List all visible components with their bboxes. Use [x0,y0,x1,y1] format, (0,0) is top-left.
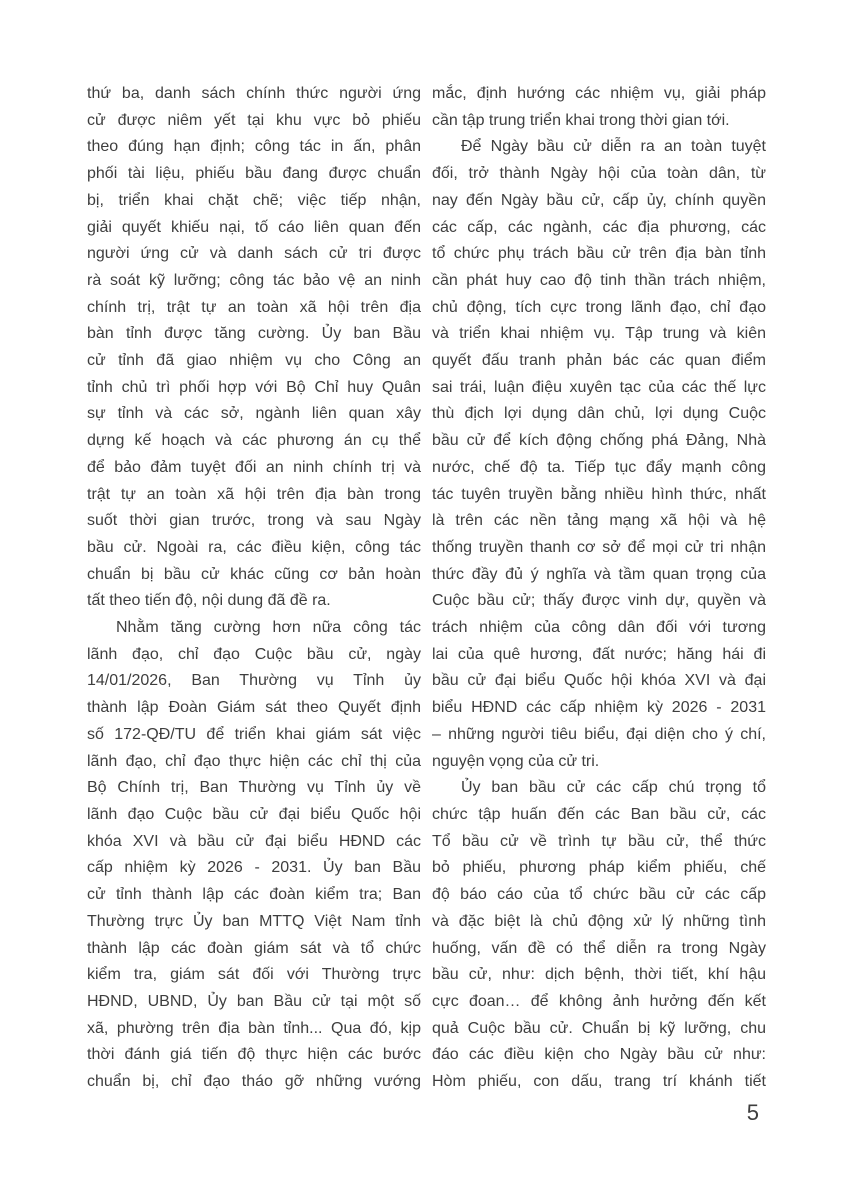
text-line: theo đúng hạn định; công tác in ấn, phân [87,138,421,156]
text-line: nay đến Ngày bầu cử, cấp ủy, chính quyền [432,191,766,209]
text-column-left [87,81,421,1096]
text-line: Hòm phiếu, con dấu, trang trí khánh tiết [432,1073,766,1091]
text-line: quả Cuộc bầu cử. Chuẩn bị kỹ lưỡng, chu [432,1019,766,1037]
text-line: cử được niêm yết tại khu vực bỏ phiếu [87,111,421,129]
text-line: số 172-QĐ/TU để triển khai giám sát việc [87,725,421,743]
text-line: mắc, định hướng các nhiệm vụ, giải pháp [432,85,766,102]
text-line: sai trái, luận điệu xuyên tạc của các thế lực [432,378,766,396]
text-line: đáo các điều kiện cho Ngày bầu cử như: [432,1046,766,1064]
text-column-right [432,81,766,1096]
text-line: kiểm tra, giám sát đối với Thường trực [87,966,421,984]
text-line: giải quyết khiếu nại, tố cáo liên quan đến [87,218,421,236]
text-line: 14/01/2026, Ban Thường vụ Tỉnh ủy [87,672,421,690]
text-line: là trên các nền tảng mạng xã hội và hệ [432,512,766,530]
text-line: tác tuyên truyền bằng nhiều hình thức, nhất [432,485,766,503]
text-line: bầu cử để kích động chống phá Đảng, Nhà [432,432,766,450]
text-line: phối tài liệu, phiếu bầu đang được chuẩn [87,165,421,183]
text-line: các cấp, các ngành, các địa phương, các [432,218,766,236]
text-line: thống truyền thanh cơ sở để mọi cử tri nhận [432,538,766,556]
text-line: quyết đấu tranh phản bác các quan điểm [432,352,766,370]
text-line: cần tập trung triển khai trong thời gian tới. [432,111,730,129]
text-line: cực đoan… để không ảnh hưởng đến kết [432,992,766,1010]
text-line: Nhằm tăng cường hơn nữa công tác [116,619,421,637]
text-line: để bảo đảm tuyệt đối an ninh chính trị và [87,458,421,476]
text-line: tỉnh chủ trì phối hợp với Bộ Chỉ huy Quân [87,378,421,396]
text-line: dựng kế hoạch và các phương án cụ thể [87,432,421,450]
text-line: biểu HĐND các cấp nhiệm kỳ 2026 - 2031 [432,699,766,717]
text-line: độ báo cáo của tổ chức bầu cử các cấp [432,886,766,904]
text-line: trật tự an toàn xã hội trên địa bàn trong [87,485,421,503]
text-line: chủ động, tích cực trong lãnh đạo, chỉ đạo [432,298,766,316]
text-line: tổ chức phụ trách bầu cử trên địa bàn tỉnh [432,245,766,263]
text-line: Để Ngày bầu cử diễn ra an toàn tuyệt [461,138,766,156]
text-line: nguyện vọng của cử tri. [432,752,600,770]
text-line: bỏ phiếu, phương pháp kiểm phiếu, chế [432,859,766,877]
text-line: trách nhiệm của công dân đối với tương [432,619,766,637]
text-line: khóa XVI và bầu cử đại biểu HĐND các [87,832,421,850]
text-line: suốt thời gian trước, trong và sau Ngày [87,512,421,530]
text-line: lãnh đạo, chỉ đạo thực hiện các chỉ thị của [87,752,421,770]
text-line: bầu cử, như: dịch bệnh, thời tiết, khí hậu [432,966,766,984]
text-line: HĐND, UBND, Ủy ban Bầu cử tại một số [87,992,421,1010]
text-line: chuẩn bị, chỉ đạo tháo gỡ những vướng [87,1073,421,1091]
text-line: đối, trở thành Ngày hội của toàn dân, từ [432,165,766,183]
text-line: thành lập các đoàn giám sát và tổ chức [87,939,421,957]
text-line: cử tỉnh thành lập các đoàn kiểm tra; Ban [87,886,421,904]
page-body [87,81,766,1096]
text-line: – những người tiêu biểu, đại diện cho ý chí, [432,725,766,743]
text-line: tất theo tiến độ, nội dung đã đề ra. [87,592,331,610]
text-line: thứ ba, danh sách chính thức người ứng [87,85,421,102]
text-line: và triển khai nhiệm vụ. Tập trung và kiên [432,325,766,343]
text-line: thù địch lợi dụng dân chủ, lợi dụng Cuộc [432,405,766,423]
text-line: chức tập huấn đến các Ban bầu cử, các [432,805,766,823]
text-line: bầu cử đại biểu Quốc hội khóa XVI và đại [432,672,766,690]
text-line: cần phát huy cao độ tinh thần trách nhiệm, [432,271,766,289]
text-line: xã, phường trên địa bàn tỉnh... Qua đó, kịp [87,1019,421,1037]
text-line: cử tỉnh đã giao nhiệm vụ cho Công an [87,352,421,370]
text-line: Tổ bầu cử về trình tự bầu cử, thể thức [432,832,766,850]
text-line: lãnh đạo Cuộc bầu cử đại biểu Quốc hội [87,805,421,823]
text-line: chính trị, trật tự an toàn xã hội trên địa [87,298,421,316]
text-line: Bộ Chính trị, Ban Thường vụ Tỉnh ủy về [87,779,421,797]
text-line: rà soát kỹ lưỡng; công tác bảo vệ an ninh [87,271,421,289]
text-line: bị, triển khai chặt chẽ; việc tiếp nhận, [87,191,421,209]
text-line: huống, vấn đề có thể diễn ra trong Ngày [432,939,766,957]
text-line: bàn tỉnh được tăng cường. Ủy ban Bầu [87,325,421,343]
text-line: lai của quê hương, đất nước; hăng hái đi [432,645,766,663]
text-line: và đặc biệt là chủ động xử lý những tình [432,912,766,930]
text-line: bầu cử. Ngoài ra, các điều kiện, công tác [87,538,421,556]
page-number: 5 [746,1100,759,1125]
text-line: thành lập Đoàn Giám sát theo Quyết định [87,699,421,717]
text-line: cấp nhiệm kỳ 2026 - 2031. Ủy ban Bầu [87,859,421,877]
text-line: Ủy ban bầu cử các cấp chú trọng tổ [461,779,766,797]
text-line: lãnh đạo, chỉ đạo Cuộc bầu cử, ngày [87,645,421,663]
text-line: sự tỉnh và các sở, ngành liên quan xây [87,405,421,423]
text-line: Cuộc bầu cử; thấy được vinh dự, quyền và [432,592,766,610]
text-line: thức đầy đủ ý nghĩa và tầm quan trọng của [432,565,766,583]
text-line: nước, chế độ ta. Tiếp tục đẩy mạnh công [432,458,766,476]
text-line: người ứng cử và danh sách cử tri được [87,245,421,263]
text-line: Thường trực Ủy ban MTTQ Việt Nam tỉnh [87,912,421,930]
text-line: thời đánh giá tiến độ thực hiện các bước [87,1046,421,1064]
text-line: chuẩn bị bầu cử khác cũng cơ bản hoàn [87,565,421,583]
